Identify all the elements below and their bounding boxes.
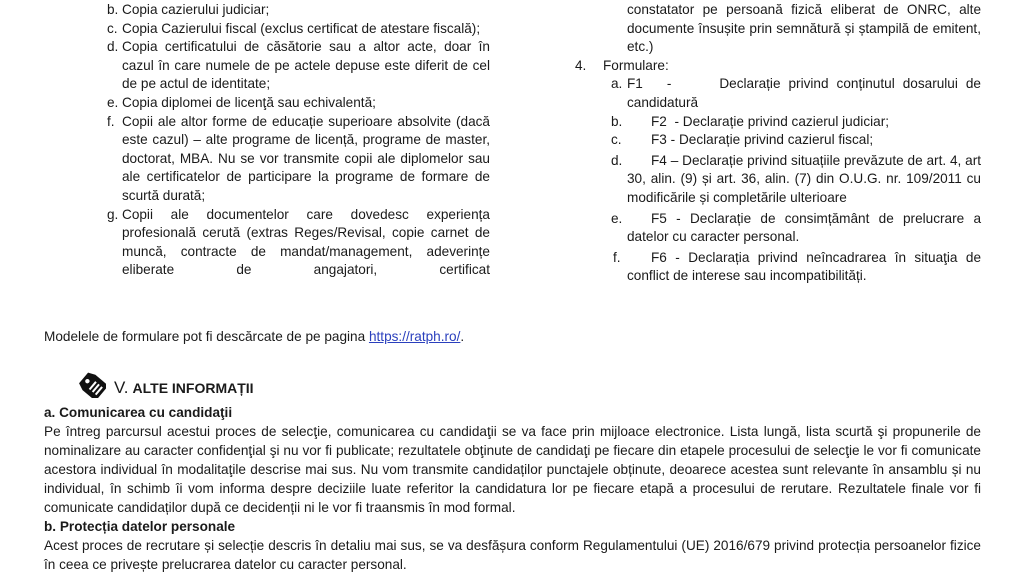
item-marker: d.: [611, 152, 623, 168]
item-marker: f.: [107, 113, 115, 129]
subsection-heading: a. Comunicarea cu candidaţii: [44, 405, 233, 420]
list-item: [107, 20, 490, 39]
item-marker: c.: [107, 20, 118, 36]
list-item: [107, 113, 490, 206]
form-text: Declarația privind neîncadrarea în situaţia de conflict de interese sau incompatibilități.: [627, 249, 981, 284]
form-sep: -: [676, 210, 681, 226]
item-marker: f.: [613, 249, 621, 265]
form-code: F6: [651, 249, 667, 265]
form-code: F3: [651, 132, 667, 148]
item-marker: b.: [611, 113, 623, 129]
form-item: [575, 131, 981, 150]
download-note-suffix: .: [460, 329, 465, 344]
right-column: [575, 1, 981, 286]
item-marker: e.: [611, 210, 623, 226]
section-number: 4.: [575, 57, 587, 73]
download-note-text: Modelele de formulare pot fi descărcate de pe pagina: [44, 329, 369, 344]
subsection-body: Pe întreg parcursul acestui proces de selecţie, comunicarea cu candidaţii se va face prin mijloace electronice. Lista lungă, lista scurtă şi propunerile de nominalizare au caracter confidenţial şi nu vor fi publicate; rezultatele obţinute de candidaţi pe fiecare din etapele procesului de selecţie le vor fi comunicate acestora individual în modalitaţile descrise mai sus. Nu vom transmite candidaților punctajele obținute, deoarece acestea sunt relevante în ansamblu și nu individual, în schimb îi vom informa despre deciziile luate referitor la candidatura lor pe fiecare etapă a procesului de rerutare. Rezultatele finale vor fi comunicate candidaților după ce decidenții ni le vor fi traansmis în mod formal.: [44, 424, 981, 515]
item-marker: c.: [611, 132, 622, 148]
form-text: Declarație privind situațiile prevăzute de art. 4, art 30, alin. (9) și art. 36, alin. (7) din O.U.G. nr. 109/2011 cu modificările și completările ulterioare: [627, 152, 982, 205]
item-marker: b.: [107, 2, 119, 17]
form-text: Declarație privind cazierul judiciar;: [682, 113, 890, 129]
item-marker: d.: [107, 39, 119, 55]
tag-icon: [78, 372, 106, 398]
form-item: [575, 113, 981, 132]
item-text: Copii ale altor forme de educație superioare absolvite (dacă este cazul) – alte programe de licență, programe de master, doctorat, MBA. Nu se vor transmite copii ale diplomelor sau ale certificatelor de participare la programe de formare de scurtă durată;: [122, 113, 490, 203]
form-item: [575, 75, 981, 112]
form-item: [575, 152, 981, 208]
subsection-heading: b. Protecția datelor personale: [44, 519, 236, 534]
ratph-link[interactable]: https://ratph.ro/: [368, 329, 461, 344]
item-marker: g.: [107, 206, 119, 222]
form-sep: –: [670, 152, 679, 168]
section-title: Formulare:: [603, 57, 669, 73]
section-number: V.: [114, 378, 129, 397]
item-text: Copia diplomei de licenţă sau echivalentă;: [122, 94, 376, 110]
form-code: F2: [651, 113, 667, 129]
form-sep: -: [666, 76, 672, 92]
download-note: [44, 327, 981, 346]
subsection-communication: [44, 403, 981, 574]
form-item: [575, 249, 981, 286]
item-text: Copii ale documentelor care dovedesc experiența profesională cerută (extras Reges/Revisal, copie carnet de muncă, contracte de mandat/management, adeverințe eliberate de angajatori, certificat: [122, 206, 490, 278]
item-marker: e.: [107, 94, 119, 110]
subsection-body: Acest proces de recrutare și selecție descris în detaliu mai sus, se va desfășura conform Regulamentului (UE) 2016/679 privind protecția persoanelor fizice în ceea ce privește prelucrarea datelor cu caracter personal.: [44, 538, 981, 572]
form-sep: -: [675, 249, 680, 265]
item-text: Copia cazierului judiciar;: [122, 2, 270, 17]
list-item: [107, 38, 490, 94]
section-title: ALTE INFORMAȚII: [132, 380, 254, 396]
item-text: Copia certificatului de căsătorie sau a altor acte, doar în cazul în care numele de pe actele depuse este diferit de cel de pe actul de identitate;: [122, 39, 490, 92]
forms-section-heading: [575, 57, 981, 76]
left-column: [107, 1, 490, 280]
form-text: Declarație privind conținutul dosarului de candidatură: [627, 76, 981, 110]
form-text: Declarație privind cazierul fiscal;: [678, 132, 874, 148]
continuation-text: constatator pe persoană fizică eliberat de ONRC, alte documente însușite prin semnătură și ștampilă de emitent, etc.): [627, 2, 981, 55]
item-marker: a.: [611, 76, 623, 92]
form-sep: -: [674, 113, 679, 129]
form-sep: -: [670, 132, 676, 148]
form-code: F1: [627, 76, 643, 92]
list-item: [107, 94, 490, 113]
form-item: [575, 210, 981, 247]
section-v-heading: [78, 372, 254, 398]
list-item: [107, 206, 490, 280]
form-text: Declarație de consimțământ de prelucrare a datelor cu caracter personal.: [627, 210, 982, 245]
form-code: F4: [651, 152, 667, 168]
item-text: Copia Cazierului fiscal (exclus certificat de atestare fiscală);: [122, 20, 481, 36]
form-code: F5: [651, 210, 667, 226]
list-item: [107, 1, 490, 20]
